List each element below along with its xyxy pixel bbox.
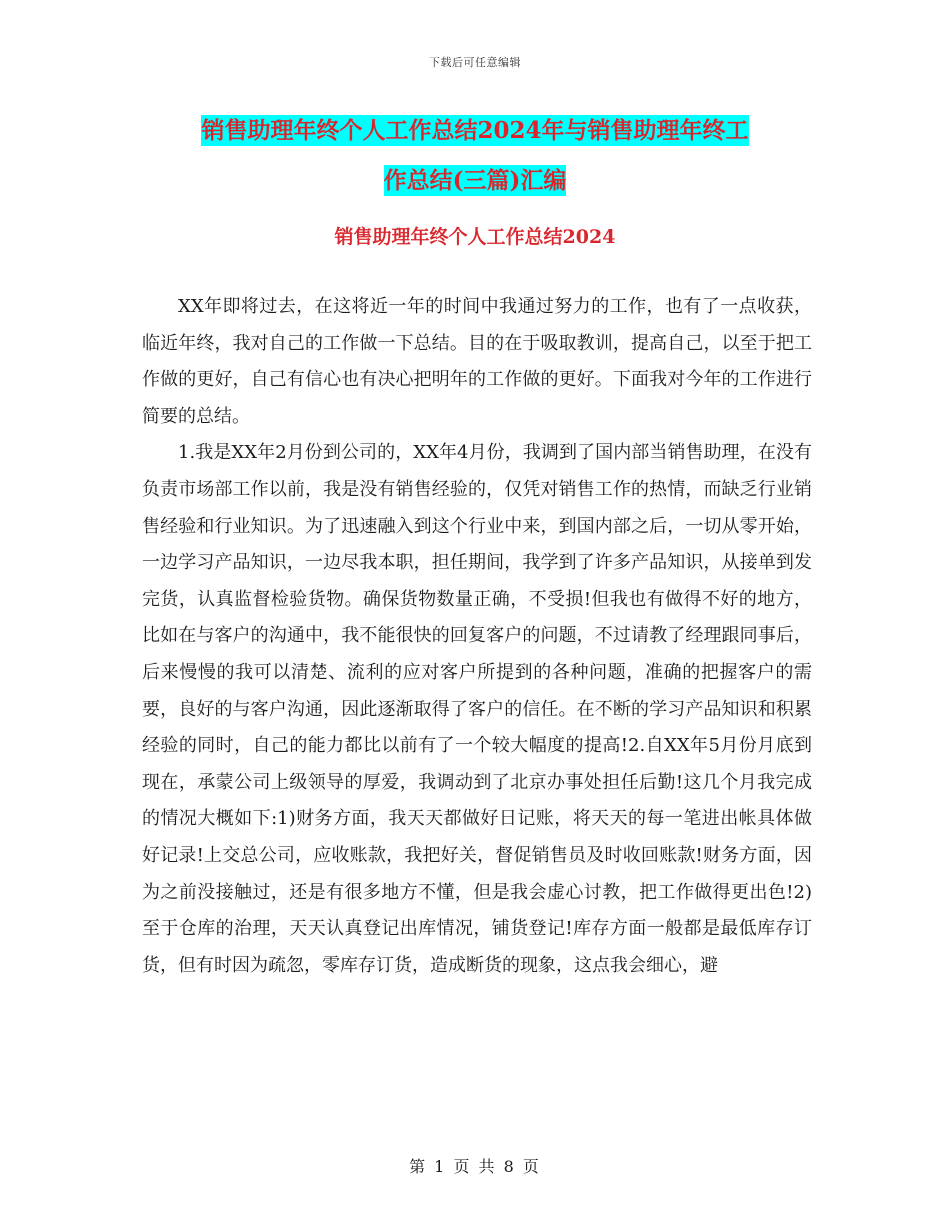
document-title bbox=[120, 106, 830, 206]
page-footer: 第 1 页 共 8 页 bbox=[409, 1157, 541, 1176]
title-line-1: 销售助理年终个人工作总结2024年与销售助理年终工 bbox=[201, 117, 749, 144]
header-note: 下载后可任意编辑 bbox=[429, 56, 521, 69]
section-title: 销售助理年终个人工作总结2024 bbox=[334, 226, 616, 248]
paragraph-1: XX年即将过去，在这将近一年的时间中我通过努力的工作，也有了一点收获，临近年终，我对自己的工作做一下总结。目的在于吸取教训，提高自己，以至于把工作做的更好，自己有信心也有决心把明年的工作做的更好。下面我对今年的工作进行简要的总结。 bbox=[142, 296, 812, 427]
document-body bbox=[142, 289, 812, 984]
title-line-2: 作总结(三篇)汇编 bbox=[383, 167, 567, 194]
paragraph-2: 1.我是XX年2月份到公司的，XX年4月份，我调到了国内部当销售助理，在没有负责市场部工作以前，我是没有销售经验的，仅凭对销售工作的热情，而缺乏行业销售经验和行业知识。为了迅速融入到这个行业中来，到国内部之后，一切从零开始，一边学习产品知识，一边尽我本职，担任期间，我学到了许多产品知识，从接单到发完货，认真监督检验货物。确保货物数量正确，不受损!但我也有做得不好的地方，比如在与客户的沟通中，我不能很快的回复客户的问题，不过请教了经理跟同事后，后来慢慢的我可以清楚、流利的应对客户所提到的各种问题，准确的把握客户的需要，良好的与客户沟通，因此逐渐取得了客户的信任。在不断的学习产品知识和积累经验的同时，自己的能力都比以前有了一个较大幅度的提高!2.自XX年5月份月底到现在，承蒙公司上级领导的厚爱，我调动到了北京办事处担任后勤!这几个月我完成的情况大概如下:1)财务方面，我天天都做好日记账，将天天的每一笔进出帐具体做好记录!上交总公司，应收账款，我把好关，督促销售员及时收回账款!财务方面，因为之前没接触过，还是有很多地方不懂，但是我会虚心讨教，把工作做得更出色!2)至于仓库的治理，天天认真登记出库情况，铺货登记!库存方面一般都是最低库存订货，但有时因为疏忽，零库存订货，造成断货的现象，这点我会细心，避 bbox=[142, 442, 812, 976]
